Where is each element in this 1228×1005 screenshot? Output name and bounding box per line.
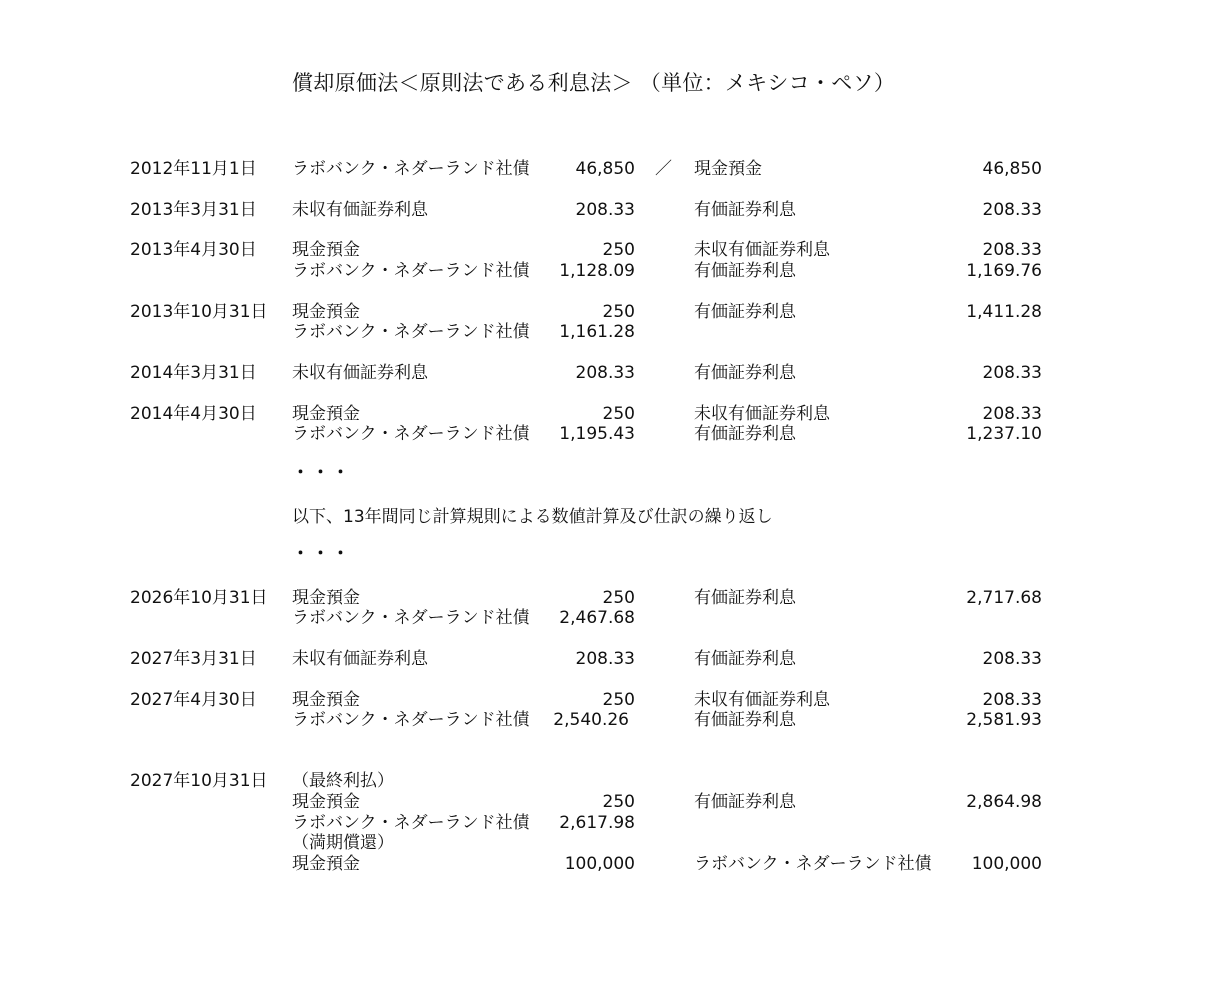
debit-amount: 1,195.43: [559, 424, 635, 444]
debit-account: 現金預金: [292, 792, 360, 812]
debit-amount: 2,467.68: [559, 608, 635, 628]
entry-date: 2013年10月31日: [130, 302, 268, 322]
debit-amount: 46,850: [575, 159, 635, 179]
credit-account: 有価証券利息: [694, 649, 796, 669]
debit-account: 現金預金: [292, 302, 360, 322]
credit-account: 有価証券利息: [694, 363, 796, 383]
debit-account: 未収有価証券利息: [292, 649, 428, 669]
entry-date: 2014年3月31日: [130, 363, 257, 383]
final-interest-label: （最終利払）: [292, 771, 394, 791]
credit-amount: 1,169.76: [966, 261, 1042, 281]
credit-amount: 2,717.68: [966, 588, 1042, 608]
credit-account: 有価証券利息: [694, 710, 796, 730]
debit-amount: 250: [602, 240, 635, 260]
credit-account: 有価証券利息: [694, 200, 796, 220]
credit-amount: 46,850: [982, 159, 1042, 179]
entry-date: 2027年4月30日: [130, 690, 257, 710]
credit-amount: 208.33: [982, 363, 1042, 383]
credit-account: 現金預金: [694, 159, 762, 179]
debit-account: 現金預金: [292, 690, 360, 710]
entry-date: 2012年11月1日: [130, 159, 257, 179]
slash-separator: ／: [655, 159, 672, 179]
credit-amount: 208.33: [982, 200, 1042, 220]
redemption-label: （満期償還）: [292, 833, 394, 853]
credit-amount: 2,581.93: [966, 710, 1042, 730]
credit-amount: 1,411.28: [966, 302, 1042, 322]
debit-amount: 2,540.26: [553, 710, 629, 730]
debit-amount: 1,128.09: [559, 261, 635, 281]
credit-amount: 208.33: [982, 404, 1042, 424]
repeat-note: 以下、13年間同じ計算規則による数値計算及び仕訳の繰り返し: [292, 507, 773, 527]
debit-account: 現金預金: [292, 404, 360, 424]
debit-amount: 250: [602, 690, 635, 710]
ellipsis: ・・・: [292, 544, 352, 564]
entry-date: 2013年3月31日: [130, 200, 257, 220]
debit-amount: 250: [602, 302, 635, 322]
entry-date: 2026年10月31日: [130, 588, 268, 608]
entry-date: 2027年3月31日: [130, 649, 257, 669]
ellipsis: ・・・: [292, 463, 352, 483]
credit-account: 未収有価証券利息: [694, 404, 830, 424]
entry-date: 2014年4月30日: [130, 404, 257, 424]
credit-amount: 1,237.10: [966, 424, 1042, 444]
debit-amount: 250: [602, 404, 635, 424]
debit-account: ラボバンク・ネダーランド社債: [292, 608, 530, 628]
credit-amount: 208.33: [982, 690, 1042, 710]
debit-account: 未収有価証券利息: [292, 200, 428, 220]
page-title: 償却原価法＜原則法である利息法＞ （単位：メキシコ・ペソ）: [292, 71, 896, 95]
debit-account: 現金預金: [292, 588, 360, 608]
debit-account: ラボバンク・ネダーランド社債: [292, 710, 530, 730]
credit-account: 未収有価証券利息: [694, 690, 830, 710]
debit-account: 現金預金: [292, 240, 360, 260]
debit-amount: 250: [602, 792, 635, 812]
credit-account: 有価証券利息: [694, 588, 796, 608]
debit-amount: 208.33: [575, 649, 635, 669]
debit-amount: 208.33: [575, 363, 635, 383]
credit-account: 有価証券利息: [694, 792, 796, 812]
debit-amount: 100,000: [564, 854, 635, 874]
debit-amount: 2,617.98: [559, 813, 635, 833]
credit-account: 未収有価証券利息: [694, 240, 830, 260]
credit-account: 有価証券利息: [694, 302, 796, 322]
debit-account: ラボバンク・ネダーランド社債: [292, 261, 530, 281]
debit-account: ラボバンク・ネダーランド社債: [292, 813, 530, 833]
debit-account: ラボバンク・ネダーランド社債: [292, 159, 530, 179]
credit-account: 有価証券利息: [694, 424, 796, 444]
debit-account: ラボバンク・ネダーランド社債: [292, 322, 530, 342]
credit-amount: 208.33: [982, 240, 1042, 260]
credit-amount: 208.33: [982, 649, 1042, 669]
entry-date: 2013年4月30日: [130, 240, 257, 260]
debit-amount: 208.33: [575, 200, 635, 220]
debit-amount: 1,161.28: [559, 322, 635, 342]
debit-amount: 250: [602, 588, 635, 608]
credit-amount: 100,000: [971, 854, 1042, 874]
credit-amount: 2,864.98: [966, 792, 1042, 812]
entry-date: 2027年10月31日: [130, 771, 268, 791]
debit-account: 現金預金: [292, 854, 360, 874]
debit-account: ラボバンク・ネダーランド社債: [292, 424, 530, 444]
credit-account: 有価証券利息: [694, 261, 796, 281]
debit-account: 未収有価証券利息: [292, 363, 428, 383]
credit-account: ラボバンク・ネダーランド社債: [694, 854, 932, 874]
